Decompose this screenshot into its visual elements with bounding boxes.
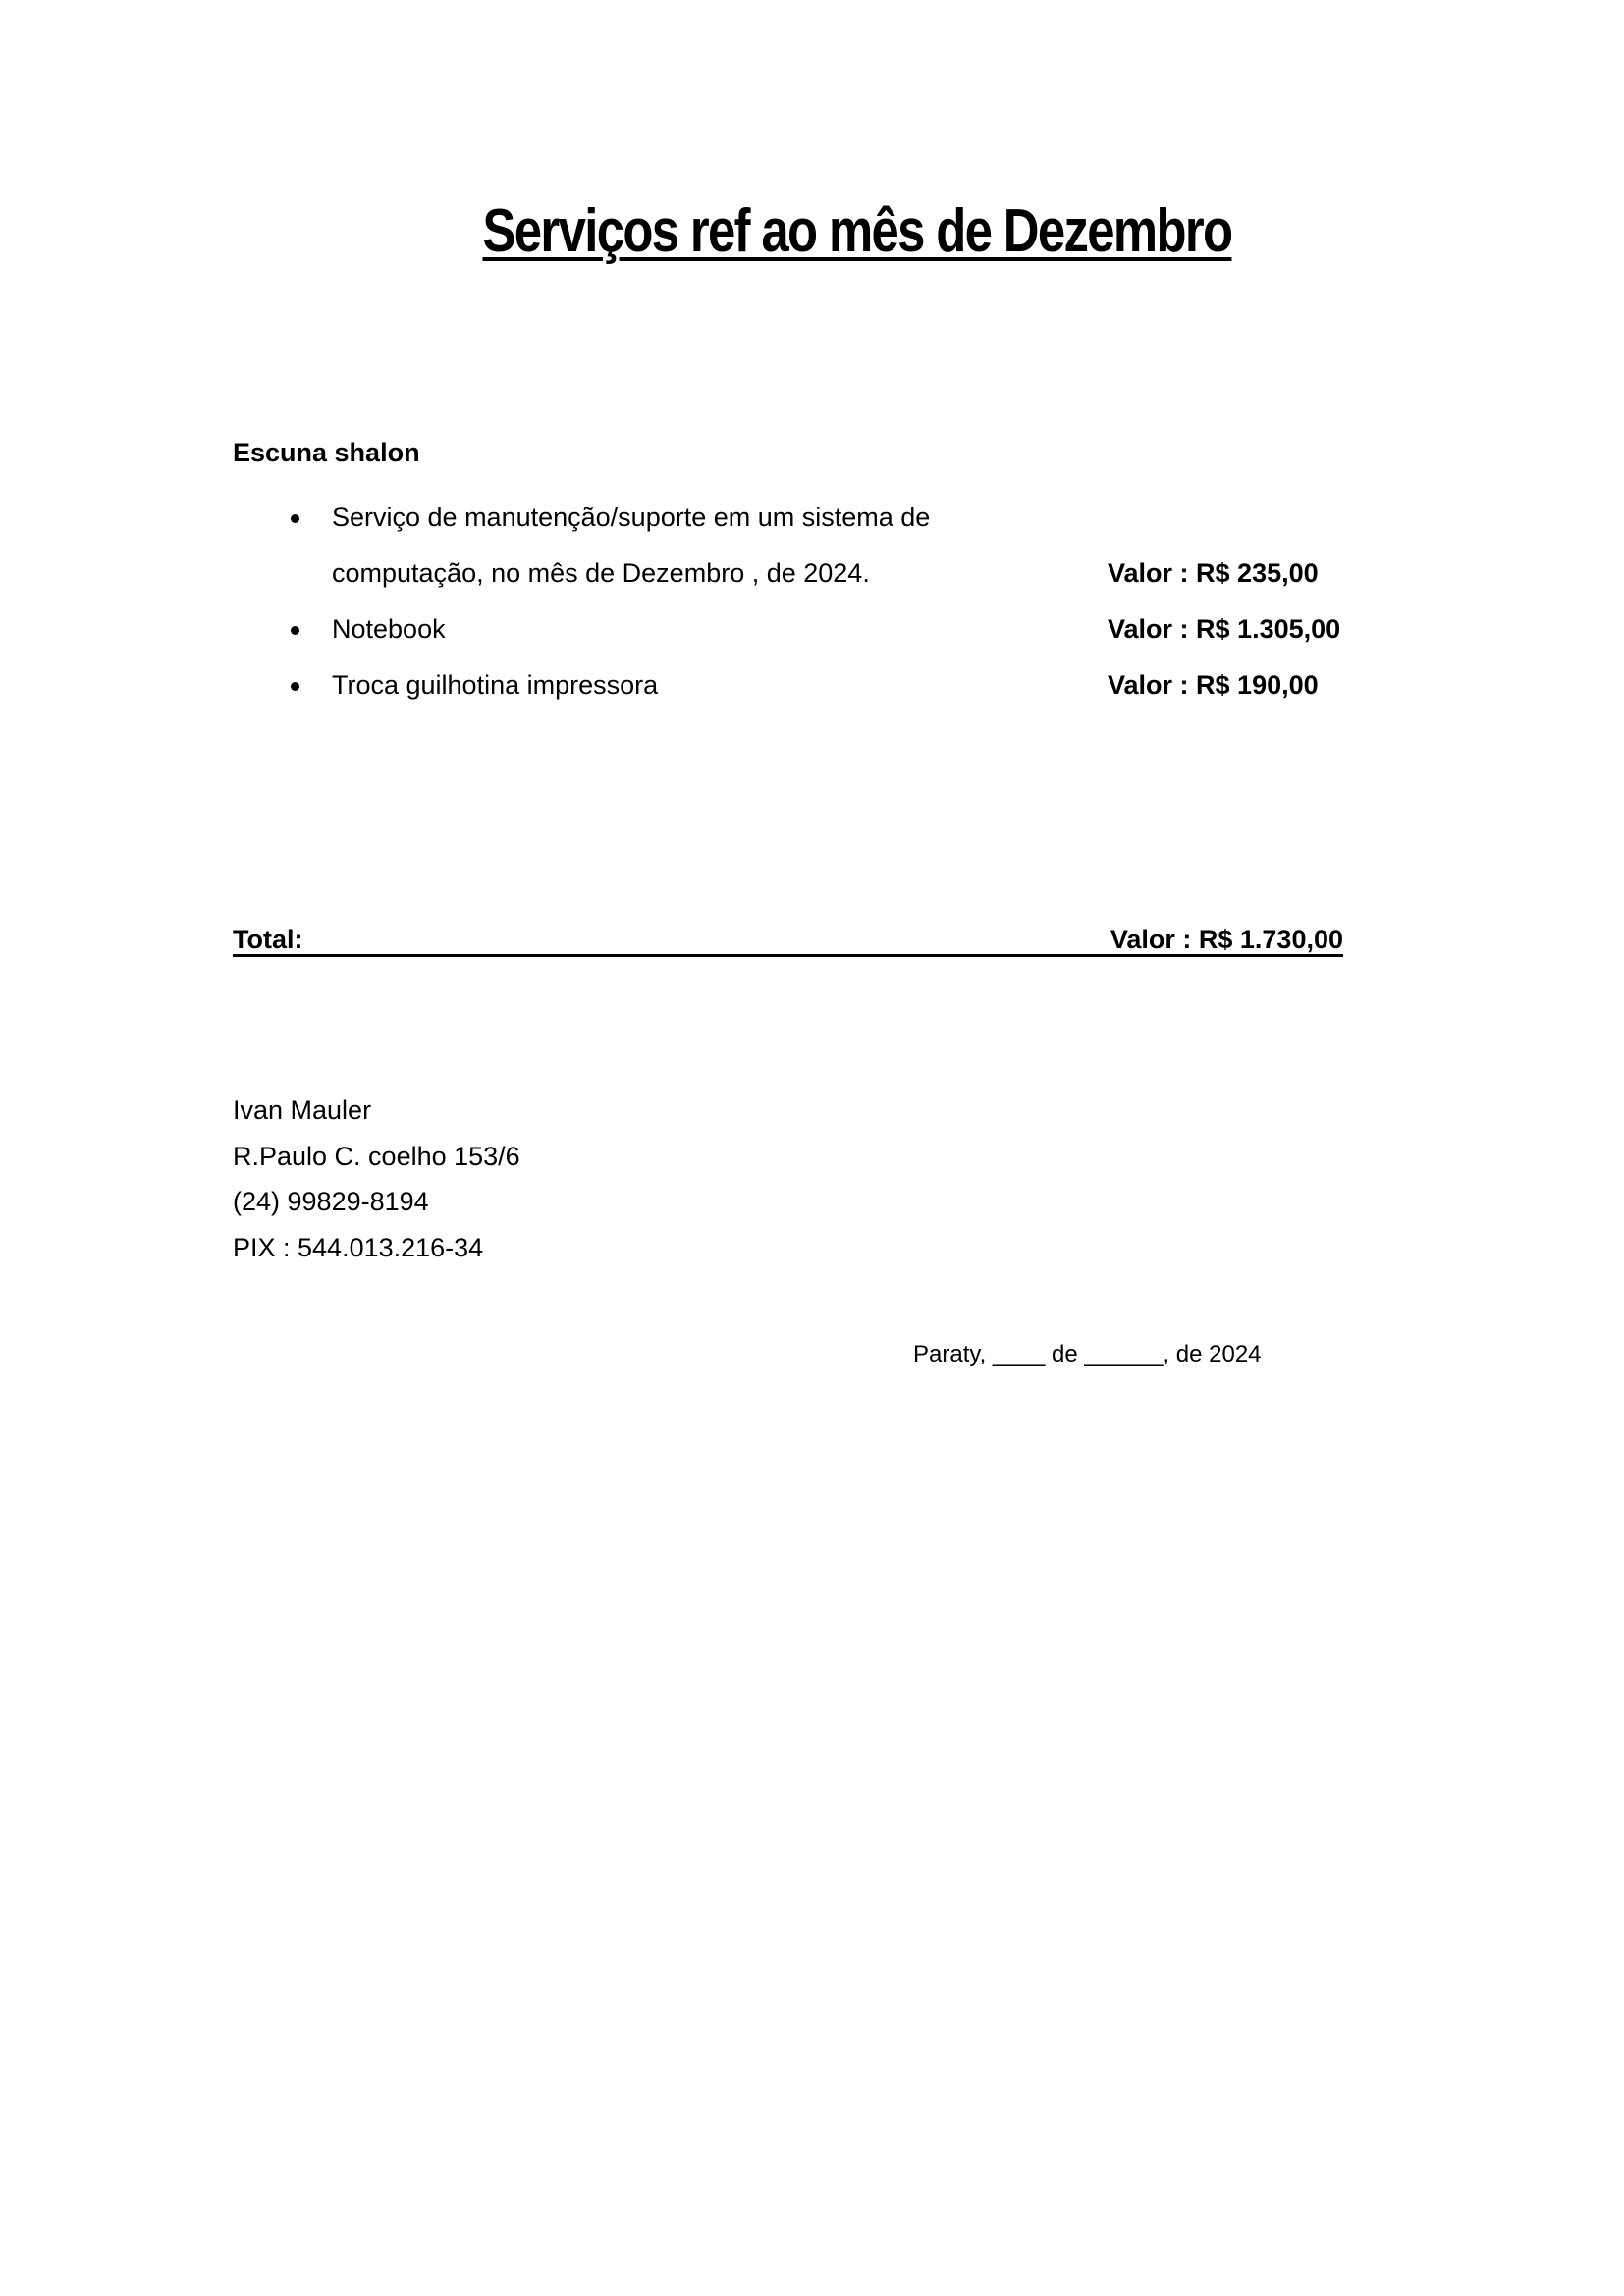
bullet-icon bbox=[291, 626, 299, 635]
bullet-icon bbox=[291, 682, 299, 691]
bullet-icon bbox=[291, 514, 299, 523]
total-label: Total: bbox=[233, 925, 303, 954]
item-description: Serviço de manutenção/suporte em um sistema de bbox=[332, 503, 931, 532]
item-value: Valor : R$ 235,00 bbox=[1108, 559, 1319, 588]
provider-phone: (24) 99829-8194 bbox=[233, 1187, 429, 1216]
total-value: Valor : R$ 1.730,00 bbox=[1110, 925, 1343, 954]
item-description: Troca guilhotina impressora bbox=[332, 670, 659, 700]
document-title: Serviços ref ao mês de Dezembro bbox=[482, 197, 1232, 265]
item-value: Valor : R$ 190,00 bbox=[1108, 670, 1319, 700]
provider-pix: PIX : 544.013.216-34 bbox=[233, 1233, 484, 1262]
provider-address: R.Paulo C. coelho 153/6 bbox=[233, 1142, 520, 1171]
item-description-continued: computação, no mês de Dezembro , de 2024. bbox=[332, 559, 870, 588]
date-line: Paraty, ____ de ______, de 2024 bbox=[913, 1341, 1262, 1367]
item-description: Notebook bbox=[332, 614, 446, 644]
provider-name: Ivan Mauler bbox=[233, 1095, 372, 1125]
item-value: Valor : R$ 1.305,00 bbox=[1108, 614, 1341, 644]
total-row bbox=[233, 923, 1343, 957]
client-name: Escuna shalon bbox=[233, 438, 420, 467]
